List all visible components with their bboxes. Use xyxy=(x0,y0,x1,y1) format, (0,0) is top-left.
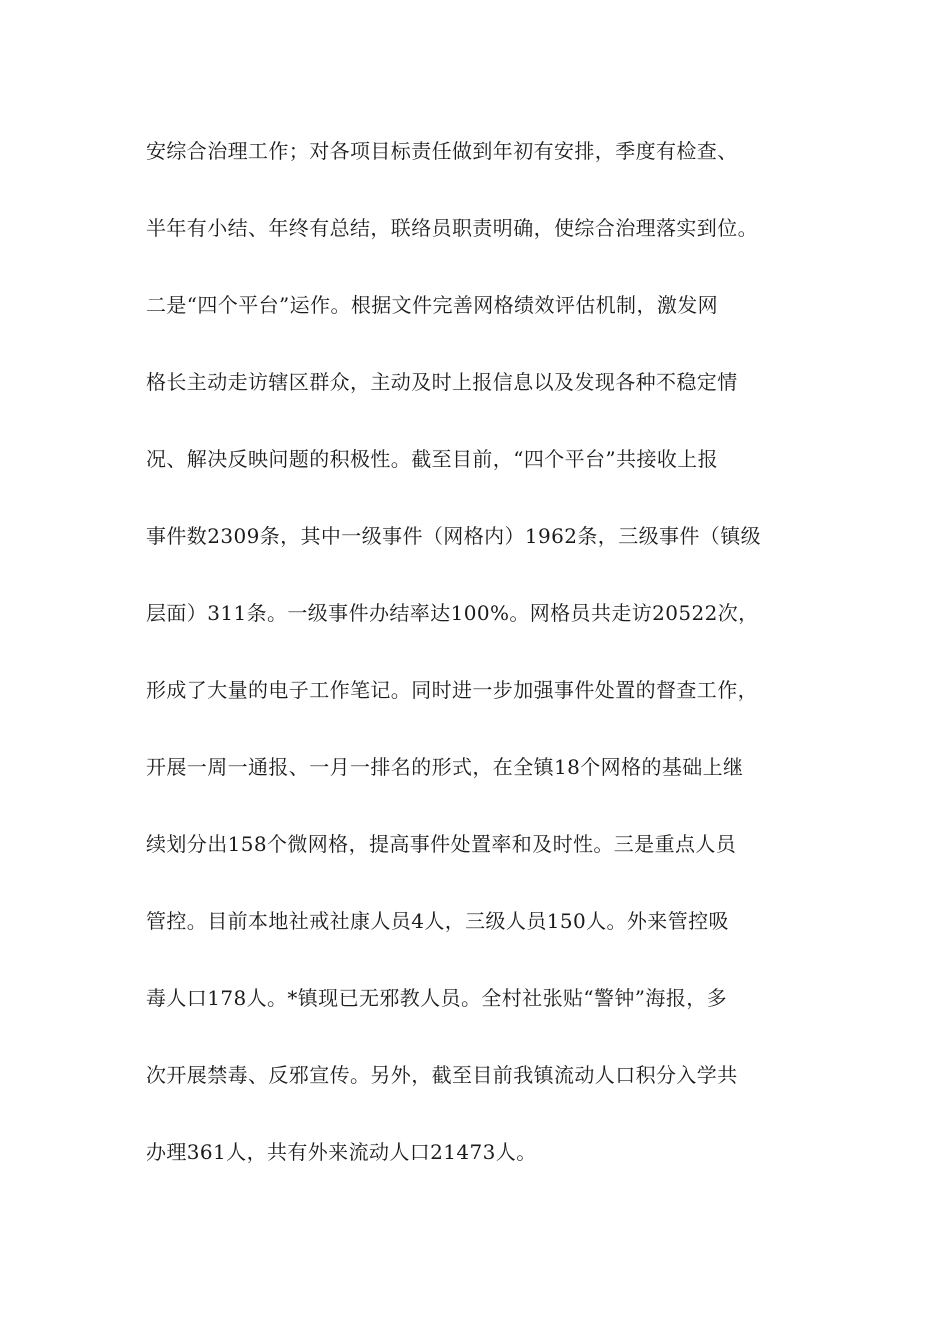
text-line: 况、解决反映问题的积极性。截至目前，“四个平台”共接收上报 xyxy=(146,447,719,471)
text-line: 毒人口178人。*镇现已无邪教人员。全村社张贴“警钟”海报，多 xyxy=(146,986,728,1010)
text-line: 续划分出158个微网格，提高事件处置率和及时性。三是重点人员 xyxy=(146,832,737,856)
text-line: 二是“四个平台”运作。根据文件完善网格绩效评估机制，激发网 xyxy=(146,293,719,317)
text-line: 开展一周一通报、一月一排名的形式，在全镇18个网格的基础上继 xyxy=(146,755,744,779)
text-line: 次开展禁毒、反邪宣传。另外，截至目前我镇流动人口积分入学共 xyxy=(146,1063,738,1087)
text-line: 层面）311条。一级事件办结率达100%。网格员共走访20522次， xyxy=(146,601,759,625)
text-line: 格长主动走访辖区群众，主动及时上报信息以及发现各种不稳定情 xyxy=(146,370,738,394)
text-line: 管控。目前本地社戒社康人员4人，三级人员150人。外来管控吸 xyxy=(146,909,729,933)
text-line: 安综合治理工作；对各项目标责任做到年初有安排，季度有检查、 xyxy=(146,139,738,163)
text-line: 半年有小结、年终有总结，联络员职责明确，使综合治理落实到位。 xyxy=(146,216,758,240)
body-text xyxy=(146,129,816,1207)
text-line: 办理361人，共有外来流动人口21473人。 xyxy=(146,1140,537,1164)
text-line: 形成了大量的电子工作笔记。同时进一步加强事件处置的督查工作， xyxy=(146,678,758,702)
text-line: 事件数2309条，其中一级事件（网格内）1962条，三级事件（镇级 xyxy=(146,524,761,548)
